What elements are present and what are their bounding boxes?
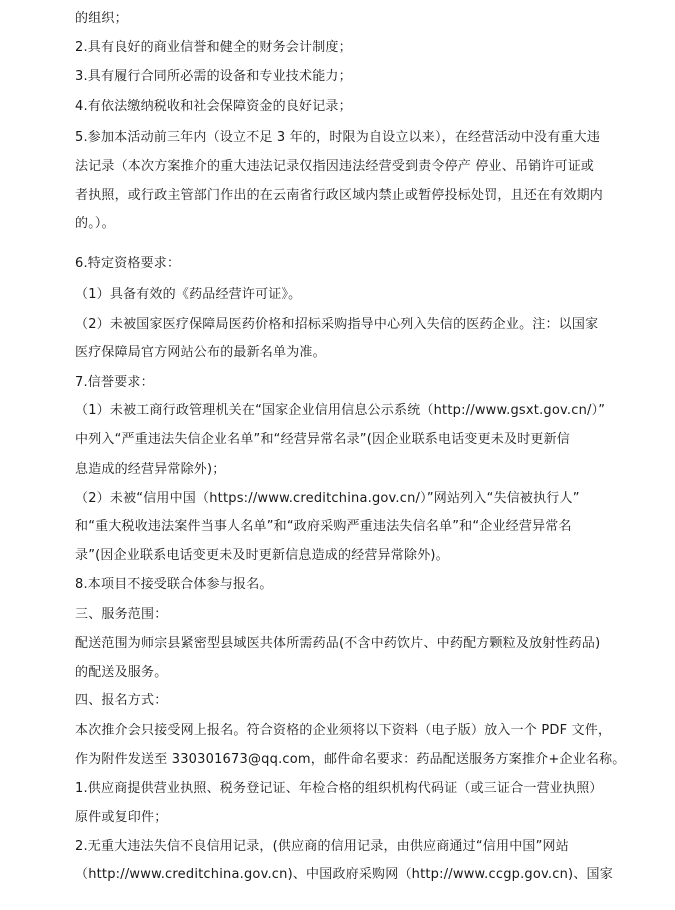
text-line: 5.参加本活动前三年内（设立不足 3 年的，时限为自设立以来），在经营活动中没有重大违 — [75, 130, 601, 145]
text-line: （http://www.creditchina.gov.cn)、中国政府采购网（http://www.ccgp.gov.cn)、国家 — [75, 867, 613, 882]
text-line: 1.供应商提供营业执照、税务登记证、年检合格的组织机构代码证（或三证合一营业执照） — [75, 781, 603, 796]
section-heading: 四、报名方式： — [75, 693, 168, 708]
text-line: 法记录（本次方案推介的重大违法记录仅指因违法经营受到责令停产 停业、吊销许可证或 — [75, 159, 595, 174]
text-line: 配送范围为师宗县紧密型县域医共体所需药品(不含中药饮片、中药配方颗粒及放射性药品) — [75, 636, 601, 651]
text-line: 3.具有履行合同所必需的设备和专业技术能力； — [75, 69, 352, 84]
text-line: 4.有依法缴纳税收和社会保障资金的良好记录； — [75, 99, 352, 114]
section-heading: 三、服务范围： — [75, 607, 168, 622]
text-line: 本次推介会只接受网上报名。符合资格的企业须将以下资料（电子版）放入一个 PDF 文件， — [75, 723, 612, 738]
text-line: 者执照，或行政主管部门作出的在云南省行政区域内禁止或暂停投标处罚，且还在有效期内 — [75, 188, 604, 203]
text-line: （1）具备有效的《药品经营许可证》。 — [75, 287, 302, 302]
text-line: 的配送及服务。 — [75, 665, 168, 680]
text-line: 2.具有良好的商业信誉和健全的财务会计制度； — [75, 40, 352, 55]
text-line: 录”(因企业联系电话变更未及时更新信息造成的经营异常除外)。 — [75, 548, 449, 563]
text-line: （2）未被国家医疗保障局医药价格和招标采购指导中心列入失信的医药企业。注：以国家 — [75, 317, 599, 332]
text-line: 8.本项目不接受联合体参与报名。 — [75, 577, 273, 592]
text-line: 6.特定资格要求： — [75, 256, 181, 271]
text-line: （1）未被工商行政管理机关在“国家企业信用信息公示系统（http://www.gsxt.gov.cn/）” — [75, 403, 606, 418]
text-line: 作为附件发送至 330301673@qq.com，邮件命名要求：药品配送服务方案推介+企业名称。 — [75, 752, 626, 767]
text-line: 中列入“严重违法失信企业名单”和“经营异常名录”(因企业联系电话变更未及时更新信 — [75, 432, 571, 447]
text-line: 原件或复印件； — [75, 810, 168, 825]
text-line: （2）未被“信用中国（https://www.creditchina.gov.cn/）”网站列入“失信被执行人” — [75, 491, 580, 506]
text-line: 7.信誉要求： — [75, 375, 154, 390]
text-line: 的组织； — [75, 11, 128, 26]
text-line: 和“重大税收违法案件当事人名单”和“政府采购严重违法失信名单”和“企业经营异常名 — [75, 519, 572, 534]
text-line: 医疗保障局官方网站公布的最新名单为准。 — [75, 345, 326, 360]
text-line: 2.无重大违法失信不良信用记录，(供应商的信用记录，由供应商通过“信用中国”网站 — [75, 839, 569, 854]
text-line: 息造成的经营异常除外)； — [75, 462, 226, 477]
text-line: 的。）。 — [75, 216, 115, 231]
